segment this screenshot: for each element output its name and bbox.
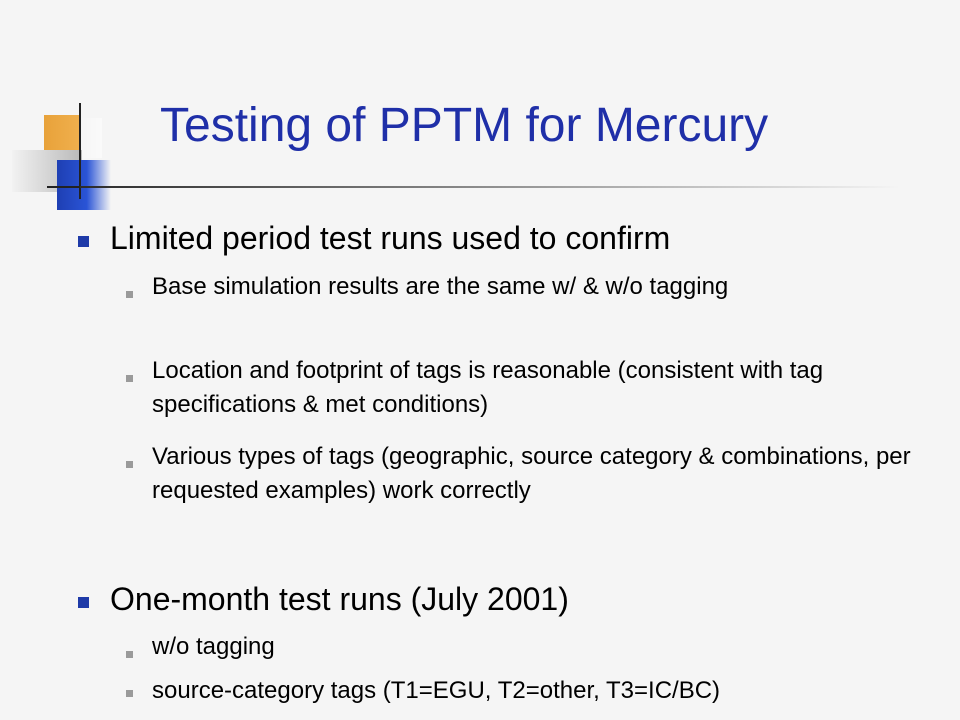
sub-bullet-square-icon (126, 690, 133, 697)
slide-title: Testing of PPTM for Mercury (160, 99, 769, 152)
section-label: One-month test runs (July 2001) (110, 581, 569, 617)
list-item: Various types of tags (geographic, source category & combinations, per requested examples) work correctly (152, 443, 911, 504)
list-item: source-category tags (T1=EGU, T2=other, T3=IC/BC) (152, 677, 721, 704)
bullet-square-icon (78, 236, 89, 247)
sub-bullet-square-icon (126, 651, 133, 658)
sub-bullet-square-icon (126, 375, 133, 382)
list-item: Base simulation results are the same w/ & w/o tagging (152, 273, 729, 300)
section-label: Limited period test runs used to confirm (110, 220, 671, 256)
sub-bullet-square-icon (126, 291, 133, 298)
list-item: w/o tagging (152, 633, 275, 660)
list-item: Location and footprint of tags is reasonable (consistent with tag specifications & met conditions) (152, 357, 824, 418)
sub-bullet-square-icon (126, 461, 133, 468)
bullet-square-icon (78, 597, 89, 608)
